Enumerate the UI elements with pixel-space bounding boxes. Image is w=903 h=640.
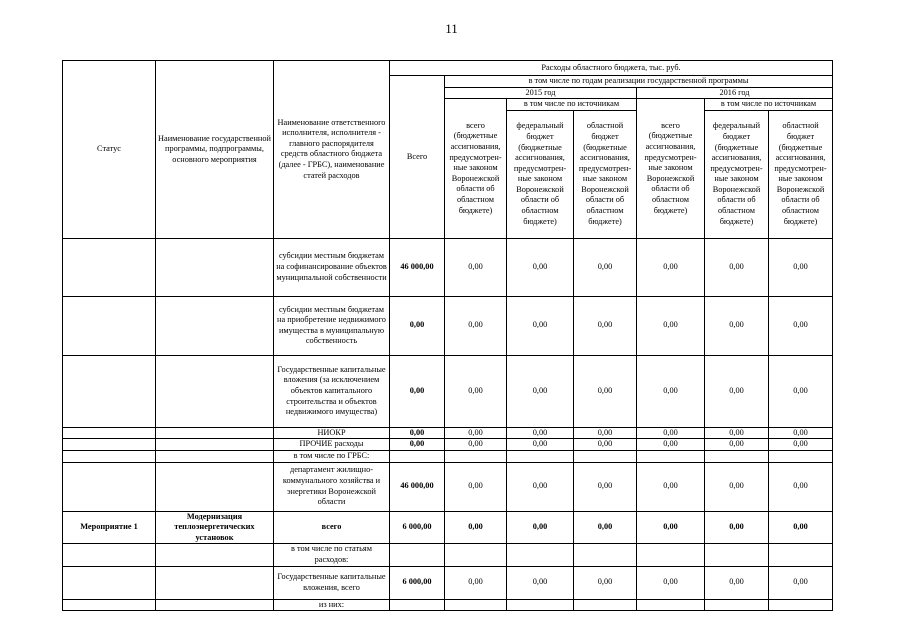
header-2016-all: всего (бюджетные ассигнования, предусмотрен-ные законом Воронежской области об областном бюджете)	[637, 99, 705, 239]
header-2016-federal: федеральный бюджет (бюджетные ассигнования, предусмотрен-ные законом Воронежской области об областном бюджете)	[705, 110, 769, 238]
cell-program	[156, 599, 274, 611]
cell-total: 6 000,00	[390, 566, 445, 599]
cell-status	[63, 462, 156, 511]
cell-program	[156, 462, 274, 511]
cell-program: Модернизация теплоэнергетических установок	[156, 511, 274, 544]
cell-value: 0,00	[769, 238, 833, 296]
cell-value: 0,00	[769, 462, 833, 511]
cell-value	[637, 450, 705, 462]
cell-value: 0,00	[574, 462, 637, 511]
cell-value	[574, 599, 637, 611]
table-row	[63, 450, 833, 462]
header-status: Статус	[63, 61, 156, 239]
header-executor: Наименование ответственного исполнителя, исполнителя - главного распорядителя средств областного бюджета (далее - ГРБС), наименование статей расходов	[274, 61, 390, 239]
header-by-years: в том числе по годам реализации государственной программы	[445, 76, 833, 88]
cell-value	[769, 599, 833, 611]
cell-program	[156, 544, 274, 566]
cell-value	[445, 450, 507, 462]
cell-value: 0,00	[637, 511, 705, 544]
header-total: Всего	[390, 76, 445, 239]
cell-status	[63, 296, 156, 355]
cell-total: 0,00	[390, 439, 445, 451]
cell-total	[390, 544, 445, 566]
table-row	[63, 355, 833, 427]
table-row	[63, 566, 833, 599]
header-2015-federal: федеральный бюджет (бюджетные ассигнования, предусмотрен-ные законом Воронежской области об областном бюджете)	[507, 110, 574, 238]
cell-name: в том числе по статьям расходов:	[274, 544, 390, 566]
cell-value: 0,00	[574, 439, 637, 451]
cell-value: 0,00	[637, 238, 705, 296]
cell-value	[507, 599, 574, 611]
cell-total: 46 000,00	[390, 462, 445, 511]
cell-value: 0,00	[769, 439, 833, 451]
cell-value: 0,00	[705, 355, 769, 427]
cell-value: 0,00	[637, 462, 705, 511]
cell-value: 0,00	[637, 566, 705, 599]
header-2015-all: всего (бюджетные ассигнования, предусмотрен-ные законом Воронежской области об областном бюджете)	[445, 99, 507, 239]
cell-name: ПРОЧИЕ расходы	[274, 439, 390, 451]
cell-value	[705, 450, 769, 462]
cell-value: 0,00	[637, 439, 705, 451]
cell-value: 0,00	[705, 462, 769, 511]
header-program: Наименование государственной программы, подпрограммы, основного мероприятия	[156, 61, 274, 239]
cell-value: 0,00	[769, 566, 833, 599]
cell-name: всего	[274, 511, 390, 544]
cell-status	[63, 427, 156, 439]
cell-value	[637, 599, 705, 611]
cell-value: 0,00	[705, 238, 769, 296]
table-row	[63, 427, 833, 439]
cell-program	[156, 296, 274, 355]
cell-program	[156, 450, 274, 462]
cell-status	[63, 355, 156, 427]
table-row	[63, 439, 833, 451]
cell-value: 0,00	[705, 511, 769, 544]
cell-value	[574, 450, 637, 462]
cell-value: 0,00	[445, 439, 507, 451]
cell-name: департамент жилищно-коммунального хозяйства и энергетики Воронежской области	[274, 462, 390, 511]
cell-value: 0,00	[705, 439, 769, 451]
cell-value	[769, 544, 833, 566]
cell-value: 0,00	[507, 355, 574, 427]
cell-status	[63, 544, 156, 566]
cell-value: 0,00	[445, 566, 507, 599]
header-2015-sources: в том числе по источникам	[507, 99, 637, 111]
cell-total: 0,00	[390, 427, 445, 439]
cell-status	[63, 439, 156, 451]
cell-program	[156, 238, 274, 296]
page-number: 11	[445, 21, 458, 36]
cell-value: 0,00	[507, 566, 574, 599]
cell-status	[63, 450, 156, 462]
cell-status: Мероприятие 1	[63, 511, 156, 544]
cell-name: в том числе по ГРБС:	[274, 450, 390, 462]
cell-value	[769, 450, 833, 462]
cell-value: 0,00	[705, 296, 769, 355]
cell-status	[63, 238, 156, 296]
cell-name: Государственные капитальные вложения (за исключением объектов капитального строительства и объектов недвижимого имущества)	[274, 355, 390, 427]
cell-status	[63, 566, 156, 599]
cell-value	[507, 450, 574, 462]
cell-value: 0,00	[507, 296, 574, 355]
cell-value	[507, 544, 574, 566]
header-2016-sources: в том числе по источникам	[705, 99, 833, 111]
cell-value: 0,00	[769, 511, 833, 544]
header-2015-regional: областной бюджет (бюджетные ассигнования, предусмотрен-ные законом Воронежской области об областном бюджете)	[574, 110, 637, 238]
header-expenses: Расходы областного бюджета, тыс. руб.	[390, 61, 833, 76]
cell-value	[637, 544, 705, 566]
table-row	[63, 544, 833, 566]
cell-value: 0,00	[574, 427, 637, 439]
cell-program	[156, 355, 274, 427]
cell-value: 0,00	[769, 296, 833, 355]
budget-table	[62, 60, 833, 611]
cell-total: 0,00	[390, 355, 445, 427]
cell-value	[574, 544, 637, 566]
cell-value: 0,00	[574, 355, 637, 427]
cell-value: 0,00	[705, 566, 769, 599]
cell-value: 0,00	[574, 566, 637, 599]
cell-value: 0,00	[574, 296, 637, 355]
cell-program	[156, 439, 274, 451]
cell-value: 0,00	[705, 427, 769, 439]
cell-total: 0,00	[390, 296, 445, 355]
cell-value	[705, 599, 769, 611]
cell-name: Государственные капитальные вложения, всего	[274, 566, 390, 599]
cell-name: из них:	[274, 599, 390, 611]
cell-value: 0,00	[445, 462, 507, 511]
cell-total	[390, 599, 445, 611]
cell-name: субсидии местным бюджетам на приобретение недвижимого имущества в муниципальную собственность	[274, 296, 390, 355]
cell-value: 0,00	[637, 355, 705, 427]
table-row	[63, 296, 833, 355]
cell-value: 0,00	[445, 355, 507, 427]
cell-value: 0,00	[507, 427, 574, 439]
cell-value: 0,00	[445, 238, 507, 296]
cell-value: 0,00	[769, 427, 833, 439]
cell-value: 0,00	[445, 427, 507, 439]
table-row	[63, 511, 833, 544]
cell-value	[445, 599, 507, 611]
cell-value: 0,00	[574, 511, 637, 544]
cell-total: 6 000,00	[390, 511, 445, 544]
table-row	[63, 599, 833, 611]
cell-value: 0,00	[507, 511, 574, 544]
table-row	[63, 462, 833, 511]
cell-value: 0,00	[637, 427, 705, 439]
cell-value: 0,00	[507, 439, 574, 451]
cell-program	[156, 427, 274, 439]
header-year-2016: 2016 год	[637, 87, 833, 99]
header-2016-regional: областной бюджет (бюджетные ассигнования, предусмотрен-ные законом Воронежской области об областном бюджете)	[769, 110, 833, 238]
cell-value	[445, 544, 507, 566]
cell-total	[390, 450, 445, 462]
header-year-2015: 2015 год	[445, 87, 637, 99]
table-row	[63, 238, 833, 296]
cell-status	[63, 599, 156, 611]
cell-value: 0,00	[507, 238, 574, 296]
cell-name: субсидии местным бюджетам на софинансирование объектов муниципальной собственности	[274, 238, 390, 296]
cell-value: 0,00	[637, 296, 705, 355]
cell-total: 46 000,00	[390, 238, 445, 296]
cell-name: НИОКР	[274, 427, 390, 439]
cell-value: 0,00	[769, 355, 833, 427]
cell-value	[705, 544, 769, 566]
cell-value: 0,00	[445, 296, 507, 355]
cell-value: 0,00	[507, 462, 574, 511]
cell-value: 0,00	[445, 511, 507, 544]
cell-program	[156, 566, 274, 599]
cell-value: 0,00	[574, 238, 637, 296]
